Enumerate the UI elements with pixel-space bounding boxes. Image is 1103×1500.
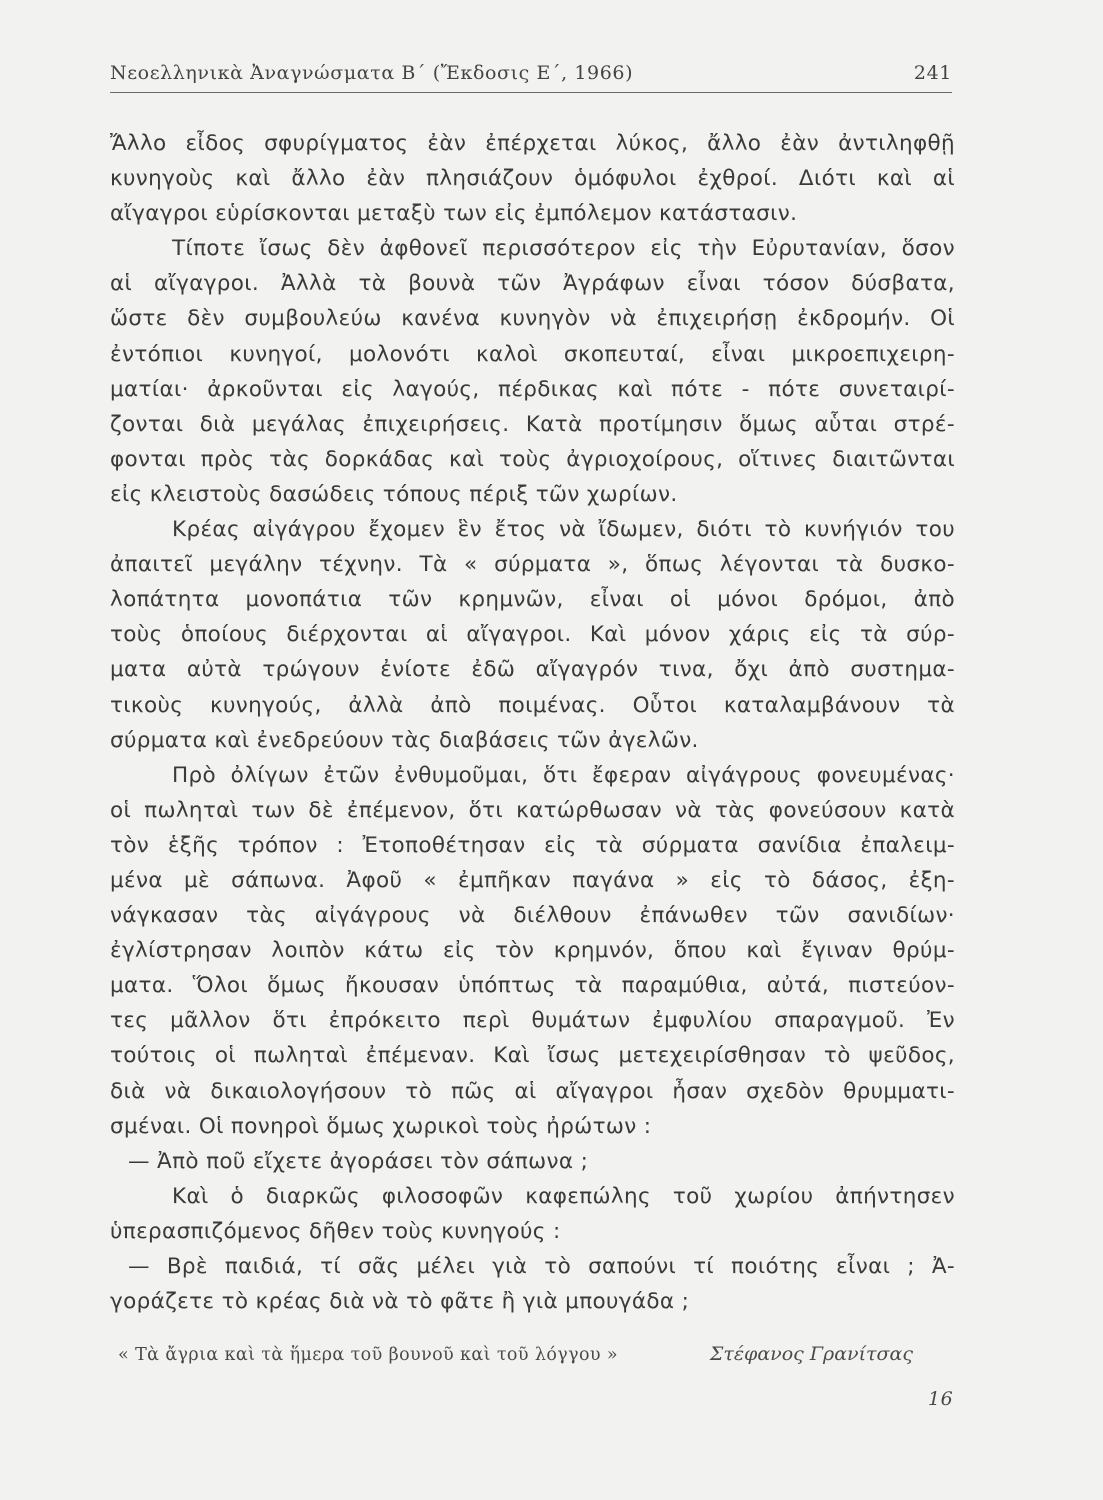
text-line: τὸν ἑξῆς τρόπον : Ἐτοποθέτησαν εἰς τὰ σύρματα σανίδια ἐπαλειμ- [110,832,955,858]
text-line: Ἄλλο εἶδος σφυρίγματος ἐὰν ἐπέρχεται λύκος, ἄλλο ἐὰν ἀντιληφθῇ [110,131,955,156]
text-line: λοπάτητα μονοπάτια τῶν κρημνῶν, εἶναι οἱ μόνοι δρόμοι, ἀπὸ [110,587,955,613]
text-line: φονται πρὸς τὰς δορκάδας καὶ τοὺς ἀγριοχοίρους, οἵτινες διαιτῶνται [110,446,955,472]
signature-mark: 16 [928,1388,954,1410]
source-work-title: « Τὰ ἄγρια καὶ τὰ ἥμερα τοῦ βουνοῦ καὶ τοῦ λόγγου » [118,1345,619,1365]
page-number: 241 [913,62,952,84]
text-line: αἱ αἴγαγροι. Ἀλλὰ τὰ βουνὰ τῶν Ἀγράφων εἶναι τόσον δύσβατα, [110,271,955,297]
text-line: Καὶ ὁ διαρκῶς φιλοσοφῶν καφεπώλης τοῦ χωρίου ἀπήντησεν [172,1183,955,1209]
text-line: ματα αὐτὰ τρώγουν ἐνίοτε ἐδῶ αἴγαγρόν τινα, ὄχι ἀπὸ συστημα- [110,657,955,683]
text-line: Κρέας αἰγάγρου ἔχομεν ἓν ἔτος νὰ ἴδωμεν, διότι τὸ κυνήγιόν του [172,517,955,543]
dialogue-line: — Βρὲ παιδιά, τί σᾶς μέλει γιὰ τὸ σαπούνι τί ποιότης εἶναι ; Ἀ- [128,1254,955,1279]
text-line: Τίποτε ἴσως δὲν ἀφθονεῖ περισσότερον εἰς τὴν Εὐρυτανίαν, ὅσον [172,236,955,262]
text-line: ἀπαιτεῖ μεγάλην τέχνην. Τὰ « σύρματα », ὅπως λέγονται τὰ δυσκο- [110,552,955,578]
text-line: ματίαι· ἀρκοῦνται εἰς λαγούς, πέρδικας καὶ πότε - πότε συνεταιρί- [110,376,955,402]
source-attribution [110,1340,955,1372]
text-line: εἰς κλειστοὺς δασώδεις τόπους πέριξ τῶν χωρίων. [110,481,678,507]
text-line: ματα. Ὅλοι ὅμως ἤκουσαν ὑπόπτως τὰ παραμύθια, αὐτά, πιστεύον- [110,973,955,999]
text-line: τούτοις οἱ πωληταὶ ἐπέμεναν. Καὶ ἴσως μετεχειρίσθησαν τὸ ψεῦδος, [110,1043,955,1069]
text-line: ζονται διὰ μεγάλας ἐπιχειρήσεις. Κατὰ προτίμησιν ὅμως αὗται στρέ- [110,411,955,437]
dialogue-line: — Ἀπὸ ποῦ εἴχετε ἀγοράσει τὸν σάπωνα ; [128,1148,589,1174]
text-line: τικοὺς κυνηγούς, ἀλλὰ ἀπὸ ποιμένας. Οὗτοι καταλαμβάνουν τὰ [110,692,955,718]
text-body [110,126,955,1319]
text-line: τοὺς ὁποίους διέρχονται αἱ αἴγαγροι. Καὶ μόνον χάρις εἰς τὰ σύρ- [110,622,955,648]
text-line: τες μᾶλλον ὅτι ἐπρόκειτο περὶ θυμάτων ἐμφυλίου σπαραγμοῦ. Ἐν [110,1008,955,1034]
text-line: ἐγλίστρησαν λοιπὸν κάτω εἰς τὸν κρημνόν, ὅπου καὶ ἔγιναν θρύμ- [110,938,955,964]
text-line: σμέναι. Οἱ πονηροὶ ὅμως χωρικοὶ τοὺς ἠρώτων : [110,1113,652,1139]
text-line: μένα μὲ σάπωνα. Ἀφοῦ « ἐμπῆκαν παγάνα » εἰς τὸ δάσος, ἐξη- [110,867,955,893]
text-line: κυνηγοὺς καὶ ἄλλο ἐὰν πλησιάζουν ὁμόφυλοι ἐχθροί. Διότι καὶ αἱ [110,166,955,192]
text-line: αἴγαγροι εὑρίσκονται μεταξὺ των εἰς ἐμπόλεμον κατάστασιν. [110,201,798,227]
text-line: ἐντόπιοι κυνηγοί, μολονότι καλοὶ σκοπευταί, εἶναι μικροεπιχειρη- [110,341,955,367]
text-line: νάγκασαν τὰς αἰγάγρους νὰ διέλθουν ἐπάνωθεν τῶν σανιδίων· [110,903,955,929]
text-line: οἱ πωληταὶ των δὲ ἐπέμενον, ὅτι κατώρθωσαν νὰ τὰς φονεύσουν κατὰ [110,797,955,823]
text-line: ὑπερασπιζόμενος δῆθεν τοὺς κυνηγούς : [110,1218,561,1244]
text-line: ὥστε δὲν συμβουλεύω κανένα κυνηγὸν νὰ ἐπιχειρήσῃ ἐκδρομήν. Οἱ [110,306,955,332]
text-line: Πρὸ ὀλίγων ἐτῶν ἐνθυμοῦμαι, ὅτι ἔφεραν αἰγάγρους φονευμένας· [172,762,955,788]
text-line: σύρματα καὶ ἐνεδρεύουν τὰς διαβάσεις τῶν ἀγελῶν. [110,727,699,753]
text-line: διὰ νὰ δικαιολογήσουν τὸ πῶς αἱ αἴγαγροι ἦσαν σχεδὸν θρυμματι- [110,1078,955,1104]
book-title: Νεοελληνικὰ Ἀναγνώσματα Β΄ (Ἔκδοσις Ε΄, 1966) [110,62,634,84]
running-header [110,62,952,93]
dialogue-line: γοράζετε τὸ κρέας διὰ νὰ τὸ φᾶτε ἢ γιὰ μπουγάδα ; [110,1289,690,1315]
source-author: Στέφανος Γρανίτσας [709,1343,913,1365]
